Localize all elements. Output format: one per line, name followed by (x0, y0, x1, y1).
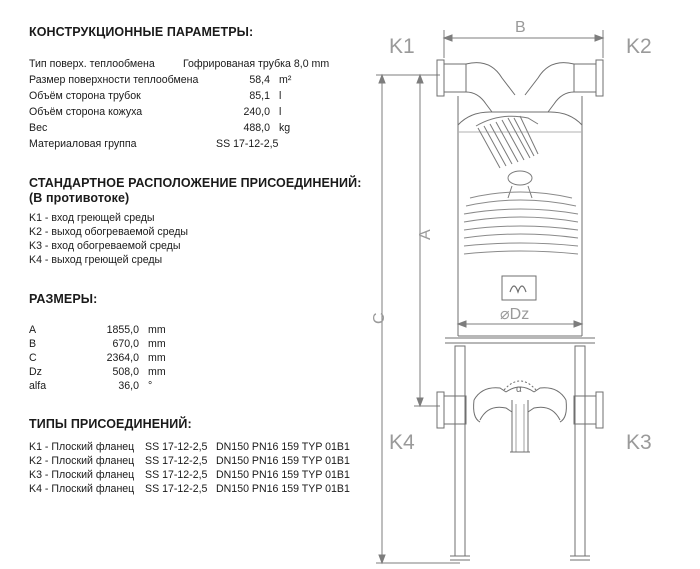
params-value: 240,0 (243, 106, 270, 118)
nozzle-k3 (528, 388, 603, 428)
dim-unit: mm (148, 324, 166, 336)
conn-spec: DN150 PN16 159 TYP 01B1 (216, 469, 350, 481)
conn-spec: DN150 PN16 159 TYP 01B1 (216, 455, 350, 467)
tube-bundle (476, 116, 538, 198)
params-label: Вес (29, 122, 48, 134)
dim-value: 508,0 (112, 366, 139, 378)
dim-value: 2364,0 (106, 352, 139, 364)
conn-material: SS 17-12-2,5 (145, 469, 208, 481)
list-item: K2 - выход обогреваемой среды (29, 226, 189, 238)
label-c: C (371, 312, 388, 324)
params-unit: l (279, 106, 282, 118)
conn-name: K2 - Плоский фланец (29, 455, 135, 467)
params-title: КОНСТРУКЦИОННЫЕ ПАРАМЕТРЫ: (29, 25, 254, 39)
label-alfa: α (516, 384, 522, 395)
params-label: Размер поверхности теплообмена (29, 74, 199, 86)
connections-title: ТИПЫ ПРИСОЕДИНЕНИЙ: (29, 417, 192, 431)
list-item: K4 - выход греющей среды (29, 254, 163, 266)
nozzle-k1 (437, 60, 515, 125)
conn-material: SS 17-12-2,5 (145, 455, 208, 467)
params-unit: l (279, 90, 282, 102)
dim-label: C (29, 352, 37, 364)
nozzle-k2 (525, 60, 603, 125)
conn-spec: DN150 PN16 159 TYP 01B1 (216, 441, 350, 453)
dim-label: alfa (29, 380, 47, 392)
layout-subtitle: (В противотоке) (29, 191, 130, 205)
conn-spec: DN150 PN16 159 TYP 01B1 (216, 483, 350, 495)
params-unit: m² (279, 74, 292, 86)
params-value: Гофрированая трубка 8,0 mm (183, 58, 330, 70)
nozzle-k4 (437, 388, 512, 428)
conn-material: SS 17-12-2,5 (145, 483, 208, 495)
conn-name: K3 - Плоский фланец (29, 469, 135, 481)
label-b: B (515, 19, 526, 36)
list-item: K1 - вход греющей среды (29, 212, 155, 224)
conn-name: K4 - Плоский фланец (29, 483, 135, 495)
params-unit: kg (279, 122, 291, 134)
params-value: 58,4 (249, 74, 270, 86)
params-label: Материаловая группа (29, 138, 137, 150)
label-k2: K2 (626, 35, 652, 58)
support-legs (450, 346, 590, 560)
dim-unit: mm (148, 366, 166, 378)
dim-unit: ° (148, 380, 153, 392)
dimension-c (376, 75, 460, 563)
logo-plate (502, 276, 536, 300)
dimensions-title: РАЗМЕРЫ: (29, 292, 98, 306)
dim-label: Dz (29, 366, 42, 378)
dim-value: 36,0 (118, 380, 139, 392)
params-value: 488,0 (243, 122, 270, 134)
params-value: SS 17-12-2,5 (216, 138, 279, 150)
layout-title: СТАНДАРТНОЕ РАСПОЛОЖЕНИЕ ПРИСОЕДИНЕНИЙ: (29, 176, 362, 190)
label-dz: ⌀Dz (500, 306, 530, 323)
dim-unit: mm (148, 352, 166, 364)
conn-name: K1 - Плоский фланец (29, 441, 135, 453)
params-value: 85,1 (249, 90, 270, 102)
dim-unit: mm (148, 338, 166, 350)
params-label: Объём сторона кожуха (29, 106, 143, 118)
label-k1: K1 (389, 35, 415, 58)
params-label: Тип поверх. теплообмена (29, 58, 155, 70)
coil-windings (464, 192, 578, 254)
dim-label: B (29, 338, 37, 350)
conn-material: SS 17-12-2,5 (145, 441, 208, 453)
label-a: A (417, 229, 434, 240)
dim-value: 1855,0 (106, 324, 139, 336)
label-k3: K3 (626, 431, 652, 454)
dim-value: 670,0 (112, 338, 139, 350)
list-item: K3 - вход обогреваемой среды (29, 240, 181, 252)
params-label: Объём сторона трубок (29, 90, 141, 102)
label-k4: K4 (389, 431, 415, 454)
dim-label: A (29, 324, 37, 336)
